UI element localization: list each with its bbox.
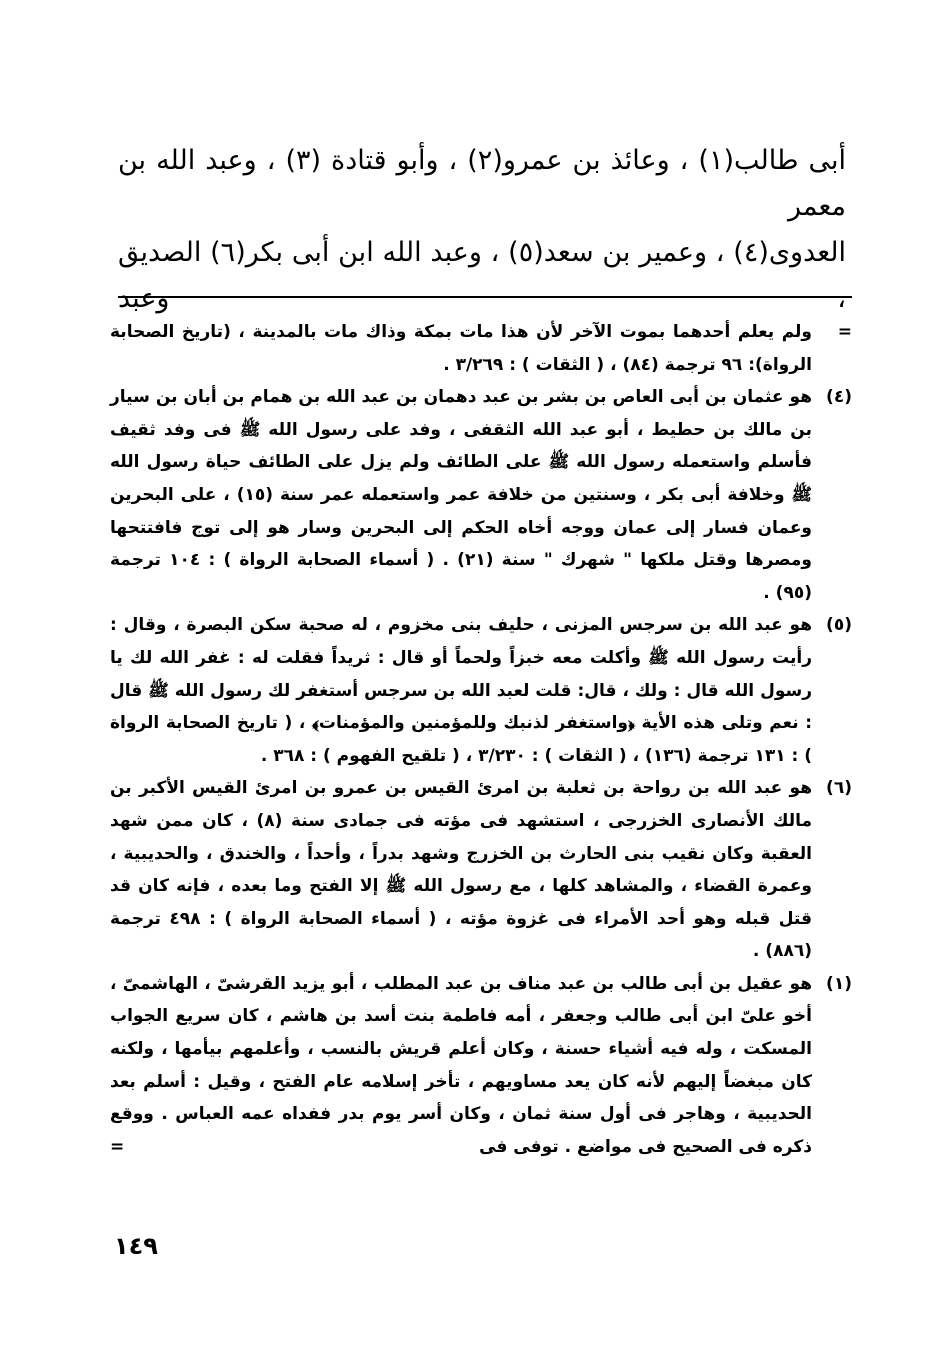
main-text-line: أبى طالب(١) ، وعائذ بن عمرو(٢) ، وأبو قتادة (٣) ، وعبد الله بن معمر	[118, 145, 846, 222]
main-text-line: العدوى(٤) ، وعمير بن سعد(٥) ، وعبد الله ابن أبى بكر(٦) الصديق ، وعبد	[118, 237, 846, 314]
footnote	[110, 968, 852, 1164]
footnote-marker: =	[837, 322, 852, 342]
footnote-text: هو عثمان بن أبى العاص بن بشر بن عبد دهمان بن عبد الله بن همام بن أبان بن سيار بن مالك بن حطيط ، أبو عبد الله الثقفى ، وفد على رسول الله ﷺ فى وفد ثقيف فأسلم واستعمله رسول الله ﷺ على الطائف ولم يزل على الطائف حياة رسول الله ﷺ وخلافة أبى بكر ، وسنتين من خلافة عمر واستعمله عمر سنة (١٥) ، على البحرين وعمان فسار إلى عمان ووجه أخاه الحكم إلى البحرين وسار هو إلى توج فافتتحها ومصرها وقتل ملكها " شهرك " سنة (٢١) . ( أسماء الصحابة الرواة ) : ١٠٤ ترجمة (٩٥) .	[110, 387, 812, 603]
footnotes	[110, 316, 852, 1163]
footnote-marker: (٥)	[826, 615, 852, 636]
footnote-marker: (٦)	[826, 778, 852, 799]
footnote-separator	[118, 296, 852, 298]
footnote-marker: (٤)	[826, 387, 852, 408]
footnote-text: ولم يعلم أحدهما بموت الآخر لأن هذا مات بمكة وذاك مات بالمدينة ، (تاريخ الصحابة الرواة): ٩٦ ترجمة (٨٤) ، ( الثقات ) : ٣/٢٦٩ .	[110, 322, 812, 375]
footnote	[110, 772, 852, 968]
footnote	[110, 316, 852, 381]
footnote-text: هو عبد الله بن رواحة بن ثعلبة بن امرئ القيس بن عمرو بن امرئ القيس الأكبر بن مالك الأنصارى الخزرجى ، استشهد فى مؤته فى جمادى سنة (٨) ، كان ممن شهد العقبة وكان نقيب بنى الحارث بن الخزرج وشهد بدراً ، وأحداً ، والخندق ، والحديبية ، وعمرة القضاء ، والمشاهد كلها ، مع رسول الله ﷺ إلا الفتح وما بعده ، فإنه كان قد قتل قبله وهو أحد الأمراء فى غزوة مؤته ، ( أسماء الصحابة الرواة ) : ٤٩٨ ترجمة (٨٨٦) .	[110, 778, 812, 962]
footnote-text: هو عقيل بن أبى طالب بن عبد مناف بن عبد المطلب ، أبو يزيد القرشىّ ، الهاشمىّ ، أخو علىّ ابن أبى طالب وجعفر ، أمه فاطمة بنت أسد بن هاشم ، كان سريع الجواب المسكت ، وله فيه أشياء حسنة ، وكان أعلم قريش بالنسب ، وأعلمهم بيأمها ، ولكنه كان مبغضاً إليهم لأنه كان يعد مساويهم ، تأخر إسلامه عام الفتح ، وقيل : أسلم بعد الحديبية ، وهاجر فى أول سنة ثمان ، وكان أسر يوم بدر ففداه عمه العباس . ووقع ذكره فى الصحيح فى مواضع . توفى فى	[110, 973, 812, 1157]
footnote	[110, 609, 852, 772]
continuation-mark: =	[110, 1136, 125, 1157]
main-text	[118, 138, 846, 322]
footnote	[110, 381, 852, 609]
footnote-text: هو عبد الله بن سرجس المزنى ، حليف بنى مخزوم ، له صحبة سكن البصرة ، وقال : رأيت رسول الله ﷺ وأكلت معه خبزاً ولحماً أو قال : ثريداً فقلت له : غفر الله لك يا رسول الله قال : ولك ، قال: قلت لعبد الله بن سرجس أستغفر لك رسول الله ﷺ قال : نعم وتلى هذه الأية ﴿واستغفر لذنبك وللمؤمنين والمؤمنات﴾ ، ( تاريخ الصحابة الرواة ) : ١٣١ ترجمة (١٣٦) ، ( الثقات ) : ٣/٢٣٠ ، ( تلقيح الفهوم ) : ٣٦٨ .	[110, 615, 812, 766]
page-number: ١٤٩	[114, 1232, 158, 1260]
footnote-marker: (١)	[826, 973, 852, 994]
